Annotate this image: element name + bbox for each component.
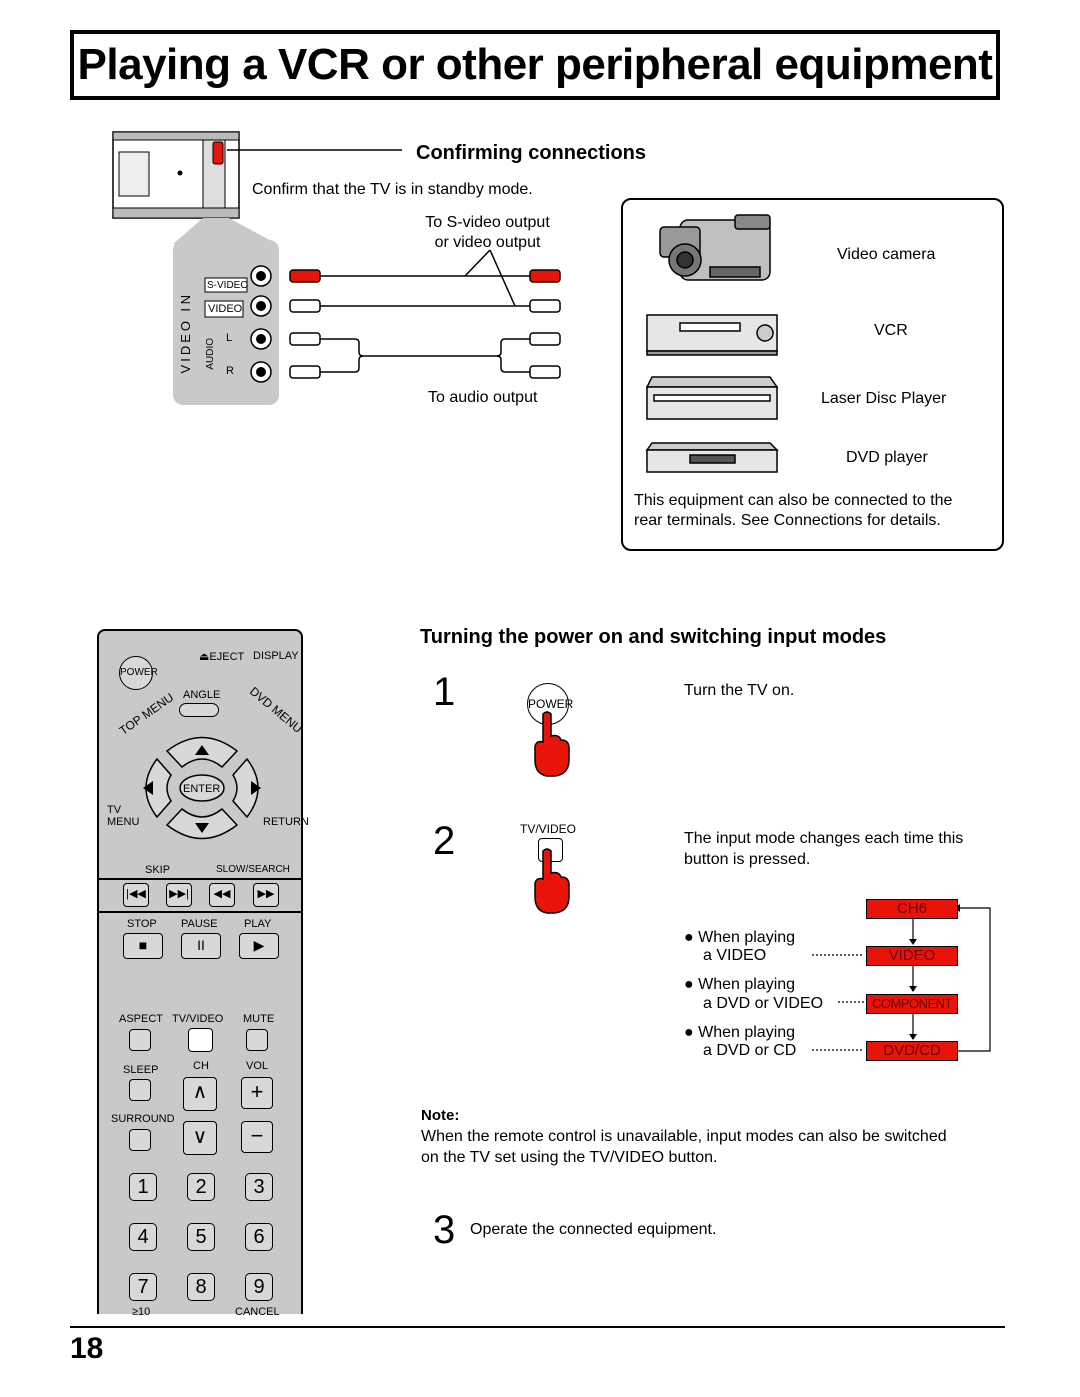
remote-menu-label: MENU: [107, 816, 140, 828]
standby-text: Confirm that the TV is in standby mode.: [252, 181, 533, 198]
panel-label-video: VIDEO: [208, 303, 243, 315]
flow-condition-1-line2: a VIDEO: [703, 947, 767, 964]
flow-condition-3-line1: ● When playing: [684, 1024, 796, 1041]
remote-key-4[interactable]: 4: [129, 1223, 157, 1251]
remote-aspect-button[interactable]: [129, 1029, 151, 1051]
remote-top-menu-label: TOP MENU: [116, 690, 177, 738]
step-2-button-label: TV/VIDEO: [520, 822, 577, 836]
page-number: 18: [70, 1332, 104, 1365]
remote-play-button[interactable]: ▶: [239, 933, 279, 959]
remote-enter-label: ENTER: [183, 783, 221, 795]
remote-stop-label: STOP: [127, 918, 157, 930]
step-3-text: Operate the connected equipment.: [470, 1221, 717, 1238]
remote-tv-label: TV: [107, 804, 122, 816]
remote-key-5[interactable]: 5: [187, 1223, 215, 1251]
step-2-text-1: The input mode changes each time this: [684, 830, 964, 847]
remote-eject-label: ⏏EJECT: [199, 651, 245, 663]
equipment-note-1: This equipment can also be connected to the: [634, 492, 953, 509]
remote-tvvideo-button[interactable]: [188, 1028, 213, 1052]
svideo-output-label-1: To S-video output: [425, 214, 550, 231]
remote-key-9[interactable]: 9: [245, 1273, 273, 1301]
remote-power-button[interactable]: POWER: [119, 656, 153, 690]
remote-key-3[interactable]: 3: [245, 1173, 273, 1201]
remote-fast-forward-button[interactable]: ▶▶: [253, 883, 279, 907]
remote-vol-up-button[interactable]: +: [241, 1077, 273, 1109]
hand-press-icon: [525, 847, 575, 917]
flow-box-video: VIDEO: [866, 946, 958, 966]
flow-condition-1-line1: ● When playing: [684, 929, 796, 946]
remote-skip-back-button[interactable]: |◀◀: [123, 883, 149, 907]
hand-press-icon: [525, 710, 575, 780]
vcr-icon: [647, 315, 777, 355]
step-3-number: 3: [433, 1208, 456, 1252]
step-1-power-button: POWER: [527, 683, 569, 725]
remote-pause-button[interactable]: II: [181, 933, 221, 959]
note-text-1: When the remote control is unavailable, input modes can also be switched: [421, 1128, 947, 1145]
panel-label-in: I N: [178, 295, 193, 312]
equipment-dvd: DVD player: [846, 449, 928, 466]
remote-skip-forward-button[interactable]: ▶▶|: [166, 883, 192, 907]
remote-cancel-label: CANCEL: [235, 1306, 280, 1318]
remote-aspect-label: ASPECT: [119, 1013, 164, 1025]
turning-heading: Turning the power on and switching input modes: [420, 626, 887, 648]
remote-pause-label: PAUSE: [181, 918, 218, 930]
footer-rule: [70, 1326, 1005, 1328]
remote-tvvideo-label: TV/VIDEO: [172, 1013, 224, 1025]
remote-mute-label: MUTE: [243, 1013, 275, 1025]
remote-slow-search-label: SLOW/SEARCH: [216, 864, 290, 875]
title-box: [70, 30, 1000, 100]
remote-key-6[interactable]: 6: [245, 1223, 273, 1251]
panel-label-video-vertical: VIDEO: [178, 318, 193, 374]
flow-box-component: COMPONENT: [866, 994, 958, 1014]
remote-key-2[interactable]: 2: [187, 1173, 215, 1201]
remote-skip-label: SKIP: [145, 864, 171, 876]
remote-angle-button[interactable]: [179, 703, 219, 717]
remote-display-label: DISPLAY: [253, 650, 299, 662]
step-1-text: Turn the TV on.: [684, 682, 795, 699]
remote-ch-label: CH: [193, 1060, 209, 1072]
dvd-player-icon: [647, 443, 777, 472]
remote-angle-label: ANGLE: [183, 689, 221, 701]
remote-key-7[interactable]: 7: [129, 1273, 157, 1301]
step-2-number: 2: [433, 819, 456, 863]
confirming-heading: Confirming connections: [416, 142, 646, 164]
panel-label-l: L: [226, 332, 233, 344]
panel-label-r: R: [226, 365, 234, 377]
page-title: Playing a VCR or other peripheral equipment: [77, 40, 993, 89]
remote-ch-up-button[interactable]: ∧: [183, 1077, 217, 1111]
remote-stop-button[interactable]: ■: [123, 933, 163, 959]
flow-box-ch6: CH6: [866, 899, 958, 919]
laser-disc-player-icon: [647, 377, 777, 419]
flow-condition-2-line2: a DVD or VIDEO: [703, 995, 824, 1012]
remote-key-1[interactable]: 1: [129, 1173, 157, 1201]
remote-vol-down-button[interactable]: −: [241, 1121, 273, 1153]
remote-mute-button[interactable]: [246, 1029, 268, 1051]
step-2-text-2: button is pressed.: [684, 851, 811, 868]
input-flow-lines: [800, 895, 1000, 1065]
remote-ten-plus-label: ≥10: [132, 1306, 151, 1318]
note-text-2: on the TV set using the TV/VIDEO button.: [421, 1149, 718, 1166]
step-1-number: 1: [433, 670, 456, 714]
flow-condition-2-line1: ● When playing: [684, 976, 796, 993]
remote-dvd-menu-label: DVD MENU: [246, 684, 306, 736]
remote-key-8[interactable]: 8: [187, 1273, 215, 1301]
note-label: Note:: [421, 1107, 460, 1124]
remote-surround-label: SURROUND: [111, 1113, 175, 1125]
remote-play-label: PLAY: [244, 918, 272, 930]
panel-label-audio: AUDIO: [205, 338, 216, 370]
flow-condition-3-line2: a DVD or CD: [703, 1042, 797, 1059]
svideo-output-label-2: or video output: [434, 234, 541, 251]
video-camera-icon: [660, 215, 770, 280]
audio-output-label: To audio output: [428, 389, 538, 406]
equipment-illustrations: [640, 205, 790, 475]
remote-surround-button[interactable]: [129, 1129, 151, 1151]
remote-return-label: RETURN: [263, 816, 309, 828]
remote-vol-label: VOL: [246, 1060, 269, 1072]
equipment-note-2: rear terminals. See Connections for details.: [634, 512, 941, 529]
equipment-video-camera: Video camera: [837, 246, 936, 263]
remote-sleep-label: SLEEP: [123, 1064, 159, 1076]
panel-label-svideo: S-VIDEO: [207, 280, 249, 291]
connection-diagram: [105, 128, 585, 418]
remote-sleep-button[interactable]: [129, 1079, 151, 1101]
remote-rewind-button[interactable]: ◀◀: [209, 883, 235, 907]
flow-box-dvdcd: DVD/CD: [866, 1041, 958, 1061]
remote-ch-down-button[interactable]: ∨: [183, 1121, 217, 1155]
equipment-vcr: VCR: [874, 322, 908, 339]
remote-control: [97, 629, 309, 1318]
equipment-laser-disc: Laser Disc Player: [821, 390, 947, 407]
